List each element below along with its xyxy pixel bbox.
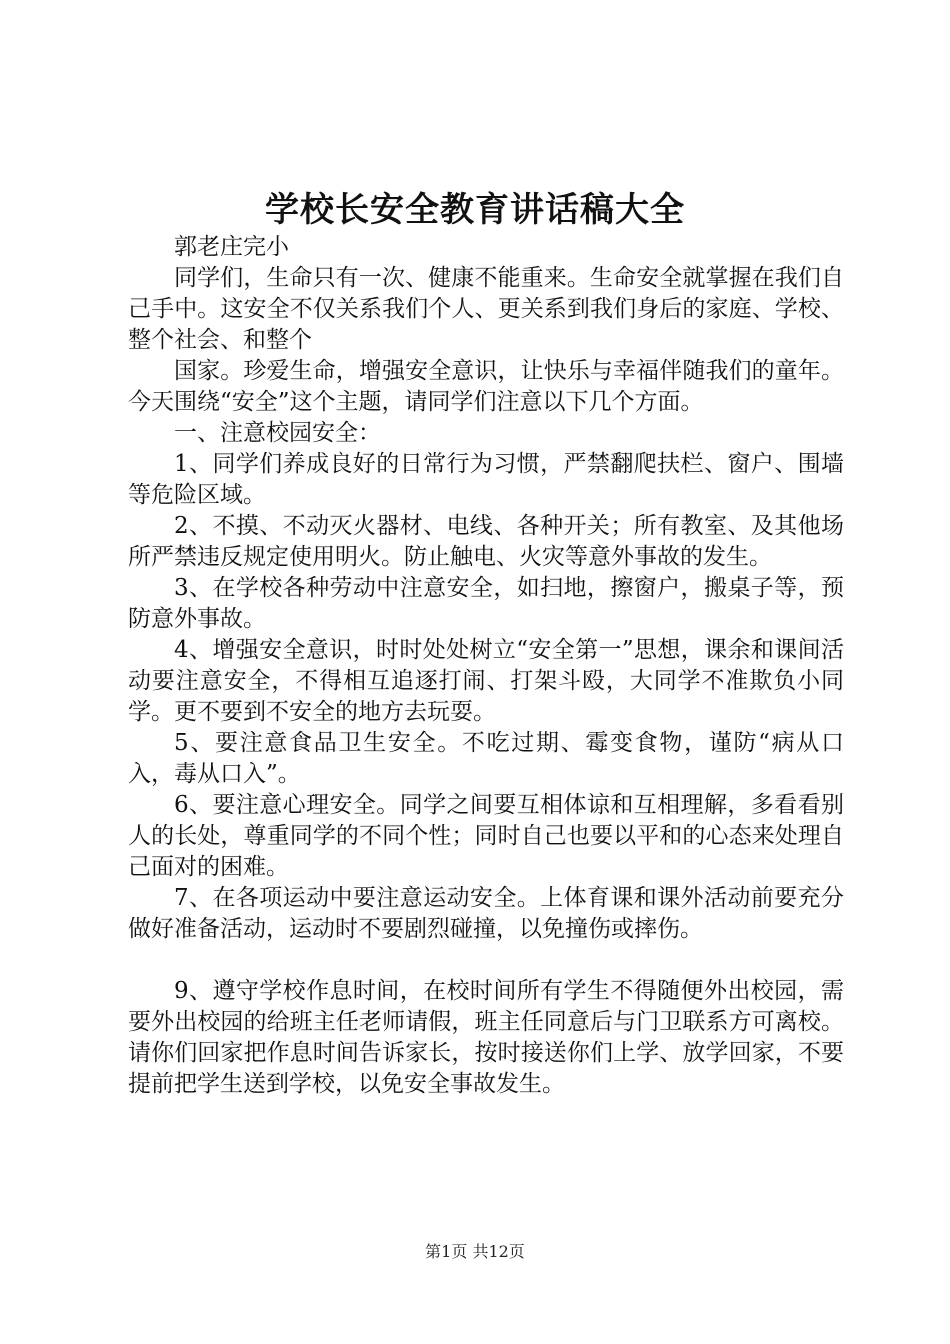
- paragraph-intro-2: 国家。珍爱生命，增强安全意识，让快乐与幸福伴随我们的童年。今天围绕“安全”这个主题，请同学们注意以下几个方面。: [128, 358, 844, 415]
- document-body: [128, 232, 844, 1100]
- list-item-4: 4、增强安全意识，时时处处树立“安全第一”思想，课余和课间活动要注意安全，不得相互追逐打闹、打架斗殴，大同学不准欺负小同学。更不要到不安全的地方去玩耍。: [128, 637, 844, 725]
- blank-line: [128, 945, 844, 976]
- list-item-7: 7、在各项运动中要注意运动安全。上体育课和课外活动前要充分做好准备活动，运动时不要剧烈碰撞，以免撞伤或摔伤。: [128, 885, 844, 942]
- list-item-6: 6、要注意心理安全。同学之间要互相体谅和互相理解，多看看别人的长处，尊重同学的不同个性；同时自己也要以平和的心态来处理自己面对的困难。: [128, 792, 844, 880]
- author-line: 郭老庄完小: [174, 234, 289, 260]
- page-footer: 第1页 共12页: [425, 1242, 525, 1261]
- document-title: 学校长安全教育讲话稿大全: [265, 190, 685, 230]
- list-item-5: 5、要注意食品卫生安全。不吃过期、霉变食物，谨防“病从口入，毒从口入”。: [128, 730, 844, 787]
- list-item-9: 9、遵守学校作息时间，在校时间所有学生不得随便外出校园，需要外出校园的给班主任老师请假，班主任同意后与门卫联系方可离校。请你们回家把作息时间告诉家长，按时接送你们上学、放学回家，不要提前把学生送到学校，以免安全事故发生。: [128, 978, 844, 1097]
- list-item-3: 3、在学校各种劳动中注意安全，如扫地，擦窗户，搬桌子等，预防意外事故。: [128, 575, 844, 632]
- paragraph-intro-1: 同学们，生命只有一次、健康不能重来。生命安全就掌握在我们自己手中。这安全不仅关系我们个人、更关系到我们身后的家庭、学校、整个社会、和整个: [128, 265, 844, 353]
- list-item-1: 1、同学们养成良好的日常行为习惯，严禁翻爬扶栏、窗户、围墙等危险区域。: [128, 451, 844, 508]
- list-item-2: 2、不摸、不动灭火器材、电线、各种开关；所有教室、及其他场所严禁违反规定使用明火。防止触电、火灾等意外事故的发生。: [128, 513, 844, 570]
- section-heading: 一、注意校园安全：: [174, 420, 381, 446]
